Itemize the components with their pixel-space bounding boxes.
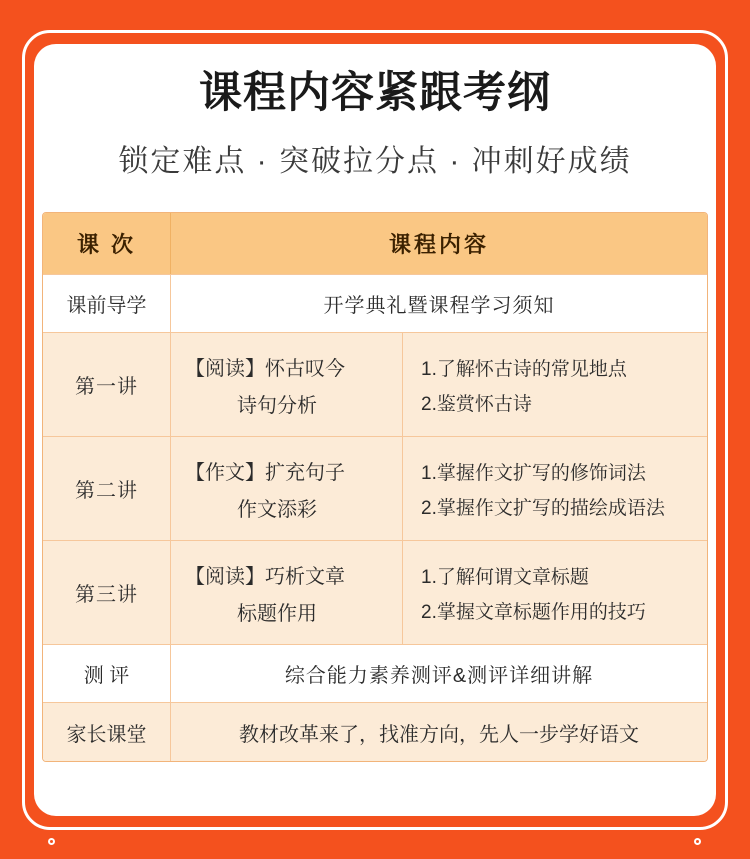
table-header-row — [43, 213, 707, 275]
corner-dot-bottom-right — [694, 838, 701, 845]
cell-lesson-content: 综合能力素养测评&测评详细讲解 — [284, 665, 594, 687]
cell-lesson-label: 课前导学 — [43, 275, 171, 332]
cell-lesson-label: 第三讲 — [43, 541, 171, 644]
cell-lesson-topic — [171, 437, 403, 540]
table-row — [43, 703, 707, 761]
goal-item: 2.掌握作文扩写的描绘成语法 — [421, 497, 665, 519]
table-row — [43, 541, 707, 645]
topic-line-1: 【阅读】怀古叹今 — [185, 357, 345, 380]
cell-lesson-topic — [171, 333, 403, 436]
cell-lesson-detail — [171, 333, 707, 436]
cell-lesson-label: 测 评 — [43, 645, 171, 702]
course-outline-table — [42, 212, 708, 762]
topic-line-2: 诗句分析 — [237, 394, 317, 417]
table-row — [43, 275, 707, 333]
column-header-content: 课程内容 — [388, 232, 489, 257]
column-header-lesson: 课 次 — [43, 213, 171, 274]
cell-lesson-goals — [403, 437, 707, 540]
corner-dot-bottom-left — [48, 838, 55, 845]
cell-lesson-label: 第一讲 — [43, 333, 171, 436]
goal-item: 1.掌握作文扩写的修饰词法 — [421, 462, 646, 484]
goal-item: 1.了解何谓文章标题 — [421, 566, 589, 588]
cell-lesson-label: 第二讲 — [43, 437, 171, 540]
goal-item: 2.掌握文章标题作用的技巧 — [421, 601, 646, 623]
cell-lesson-detail — [171, 541, 707, 644]
cell-lesson-content: 开学典礼暨课程学习须知 — [323, 295, 555, 317]
cell-lesson-content: 教材改革来了，找准方向，先人一步学好语文 — [239, 723, 639, 746]
topic-line-1: 【作文】扩充句子 — [185, 461, 345, 484]
table-row — [43, 645, 707, 703]
page-title — [195, 70, 555, 117]
goal-item: 2.鉴赏怀古诗 — [421, 393, 532, 415]
headline-container — [34, 70, 716, 117]
subtitle: 锁定难点 · 突破拉分点 · 冲刺好成绩 — [118, 145, 632, 178]
table-row — [43, 333, 707, 437]
cell-lesson-goals — [403, 541, 707, 644]
cell-lesson-goals — [403, 333, 707, 436]
poster-card — [34, 44, 716, 816]
cell-lesson-topic — [171, 541, 403, 644]
cell-lesson-label: 家长课堂 — [43, 703, 171, 761]
topic-line-2: 作文添彩 — [237, 498, 317, 521]
table-row — [43, 437, 707, 541]
headline-text: 课程内容紧跟考纲 — [199, 69, 551, 117]
topic-line-2: 标题作用 — [237, 602, 317, 625]
goal-item: 1.了解怀古诗的常见地点 — [421, 358, 627, 380]
cell-lesson-detail — [171, 437, 707, 540]
topic-line-1: 【阅读】巧析文章 — [185, 565, 345, 588]
